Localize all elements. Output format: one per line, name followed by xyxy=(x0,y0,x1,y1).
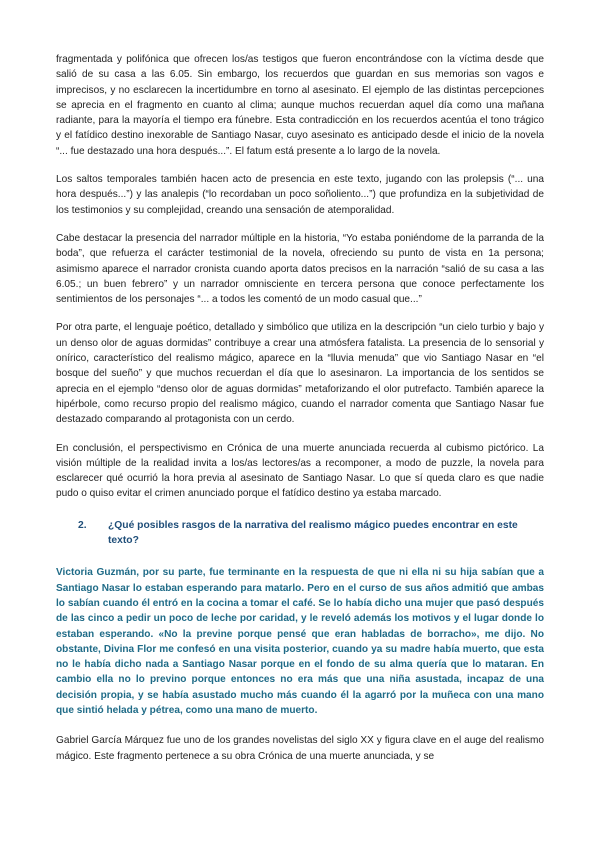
page-content xyxy=(56,52,544,777)
question-text: ¿Qué posibles rasgos de la narrativa del realismo mágico puedes encontrar en este texto? xyxy=(108,519,518,547)
paragraph-multiple-narrator: Cabe destacar la presencia del narrador múltiple en la historia, “Yo estaba poniéndome de la parranda de la boda”, que refuerza el carácter testimonial de la novela, ofreciendo su punto de vista en 1a persona; asimismo aparece el narrador cronista cuando aporta datos precisos en la narración “salió de su casa a las 6.05.; un buen febrero” y un narrador omnisciente en tercera persona que conoce perfectamente los sentimientos de los personajes “... a todos les comentó de un modo casual que...” xyxy=(56,232,544,306)
quoted-excerpt: Victoria Guzmán, por su parte, fue terminante en la respuesta de que ni ella ni su hija sabían que a Santiago Nasar lo estaban esperando para matarlo. Pero en el curso de sus años admitió que ambas lo sabían cuando él entró en la cocina a tomar el café. Se lo había dicho una mujer que pasó después de las cinco a pedir un poco de leche por caridad, y le reveló además los motivos y el lugar donde lo estaban esperando. «No la previne porque pensé que eran habladas de borracho», me dijo. No obstante, Divina Flor me confesó en una visita posterior, cuando ya su madre había muerto, que esta no le había dicho nada a Santiago Nasar porque en el fondo de su alma quería que lo mataran. En cambio ella no lo previno porque entonces no era más que una niña asustada, incapaz de una decisión propia, y se había asustado mucho más cuando él la agarró por la muñeca con una mano que sintió helada y pétrea, como una mano de muerto. xyxy=(56,567,544,716)
paragraph-conclusion: En conclusión, el perspectivismo en Crónica de una muerte anunciada recuerda al cubismo pictórico. La visión múltiple de la realidad invita a los/as lectores/as a recomponer, a modo de puzzle, la novela para esclarecer qué ocurrió la hora previa al asesinato de Santiago Nasar. Lo que sí queda claro es que nadie pudo o quiso evitar el crimen anunciado porque el fatídico destino ya estaba marcado. xyxy=(56,442,544,500)
question-heading xyxy=(56,518,544,549)
paragraph-poetic-language: Por otra parte, el lenguaje poético, detallado y simbólico que utiliza en la descripción “un cielo turbio y bajo y un denso olor de aguas dormidas” contribuye a crear una atmósfera fatalista. La presencia de lo sensorial y onírico, característico del realismo mágico, aparece en la “lluvia menuda” que vio Santiago Nasar en “el bosque del sueño” y que muchos recuerdan el día que lo asesinaron. La importancia de los sentidos se aprecia en el ejemplo “denso olor de aguas dormidas” metaforizando el olor putrefacto. También aparece la hipérbole, como recurso propio del realismo mágico, cuando el narrador comenta que Santiago Nasar fue destazado comparando al protagonista con un cerdo. xyxy=(56,322,544,426)
question-number: 2. xyxy=(78,519,87,531)
paragraph-fragmented-testimonies: fragmentada y polifónica que ofrecen los/as testigos que fueron encontrándose con la víctima desde que salió de su casa a las 6.05. Sin embargo, los recuerdos que guardan en sus memorias son vagos e imprecisos, y no esclarecen la incertidumbre en torno al asesinato. El ejemplo de las distintas percepciones se aprecia en el fragmento en cuanto al clima; aunque muchos recuerdan aquel día como una mañana radiante, para la mayoría el tiempo era fúnebre. Esta contradicción en los recuerdos acentúa el tono trágico y el fatídico destino inexorable de Santiago Nasar, cuyo asesinato es anticipado desde el inicio de la novela “... fue destazado una hora después...”. El fatum está presente a lo largo de la novela. xyxy=(56,54,544,157)
paragraph-author-intro: Gabriel García Márquez fue uno de los grandes novelistas del siglo XX y figura clave en el auge del realismo mágico. Este fragmento pertenece a su obra Crónica de una muerte anunciada, y se xyxy=(56,735,544,762)
paragraph-time-jumps: Los saltos temporales también hacen acto de presencia en este texto, jugando con las prolepsis (“... una hora después...”) y las analepis (“lo recordaban un poco soñoliento...”) que profundiza en la subjetividad de los testimonios y su complejidad, creando una sensación de atemporalidad. xyxy=(56,174,544,216)
